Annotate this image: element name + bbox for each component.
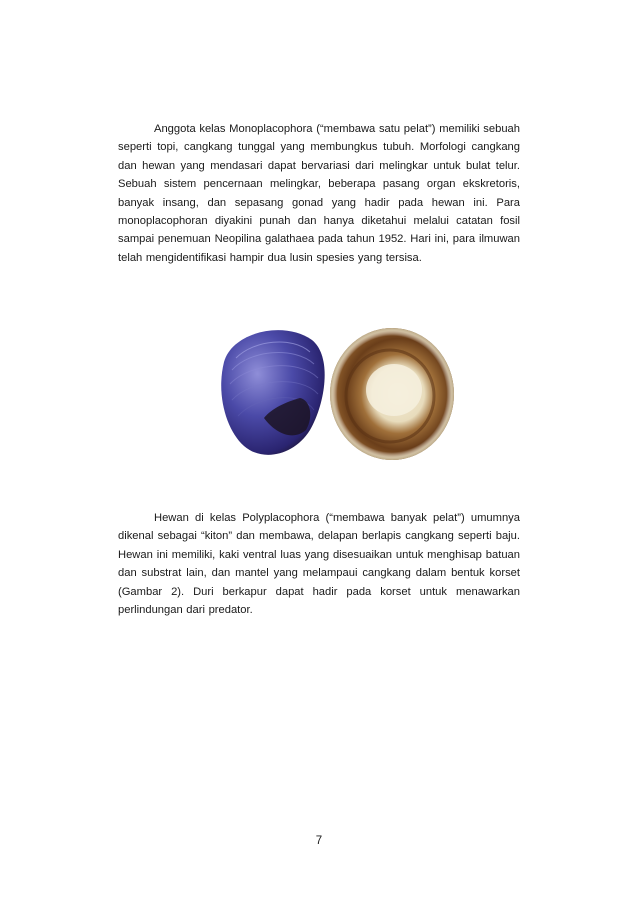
paragraph-polyplacophora: Hewan di kelas Polyplacophora (“membawa banyak pelat”) umumnya dikenal sebagai “kiton” dan membawa, delapan berlapis cangkang seperti baju. Hewan ini memiliki, kaki ventral luas yang disesuaikan untuk menghisap batuan dan substrat lain, dan mantel yang melampaui cangkang dalam bentuk korset (Gambar 2). Duri berkapur dapat hadir pada korset untuk menawarkan perlindungan dari predator. bbox=[118, 512, 520, 617]
shell-figure bbox=[214, 322, 458, 462]
shell-exterior bbox=[221, 330, 324, 455]
page-number: 7 bbox=[315, 835, 323, 847]
shell-interior bbox=[330, 328, 454, 460]
shell-photo bbox=[214, 322, 458, 462]
paragraph-monoplacophora: Anggota kelas Monoplacophora (“membawa satu pelat”) memiliki sebuah seperti topi, cangkang tunggal yang membungkus tubuh. Morfologi cangkang dan hewan yang mendasari dapat bervariasi dari melingkar untuk bulat telur. Sebuah sistem pencernaan melingkar, beberapa pasang organ ekskretoris, banyak insang, dan sepasang gonad yang hadir pada hewan ini. Para monoplacophoran diyakini punah dan hanya diketahui melalui catatan fosil sampai penemuan Neopilina galathaea pada tahun 1952. Hari ini, para ilmuwan telah mengidentifikasi hampir dua lusin spesies yang tersisa. bbox=[118, 123, 520, 264]
